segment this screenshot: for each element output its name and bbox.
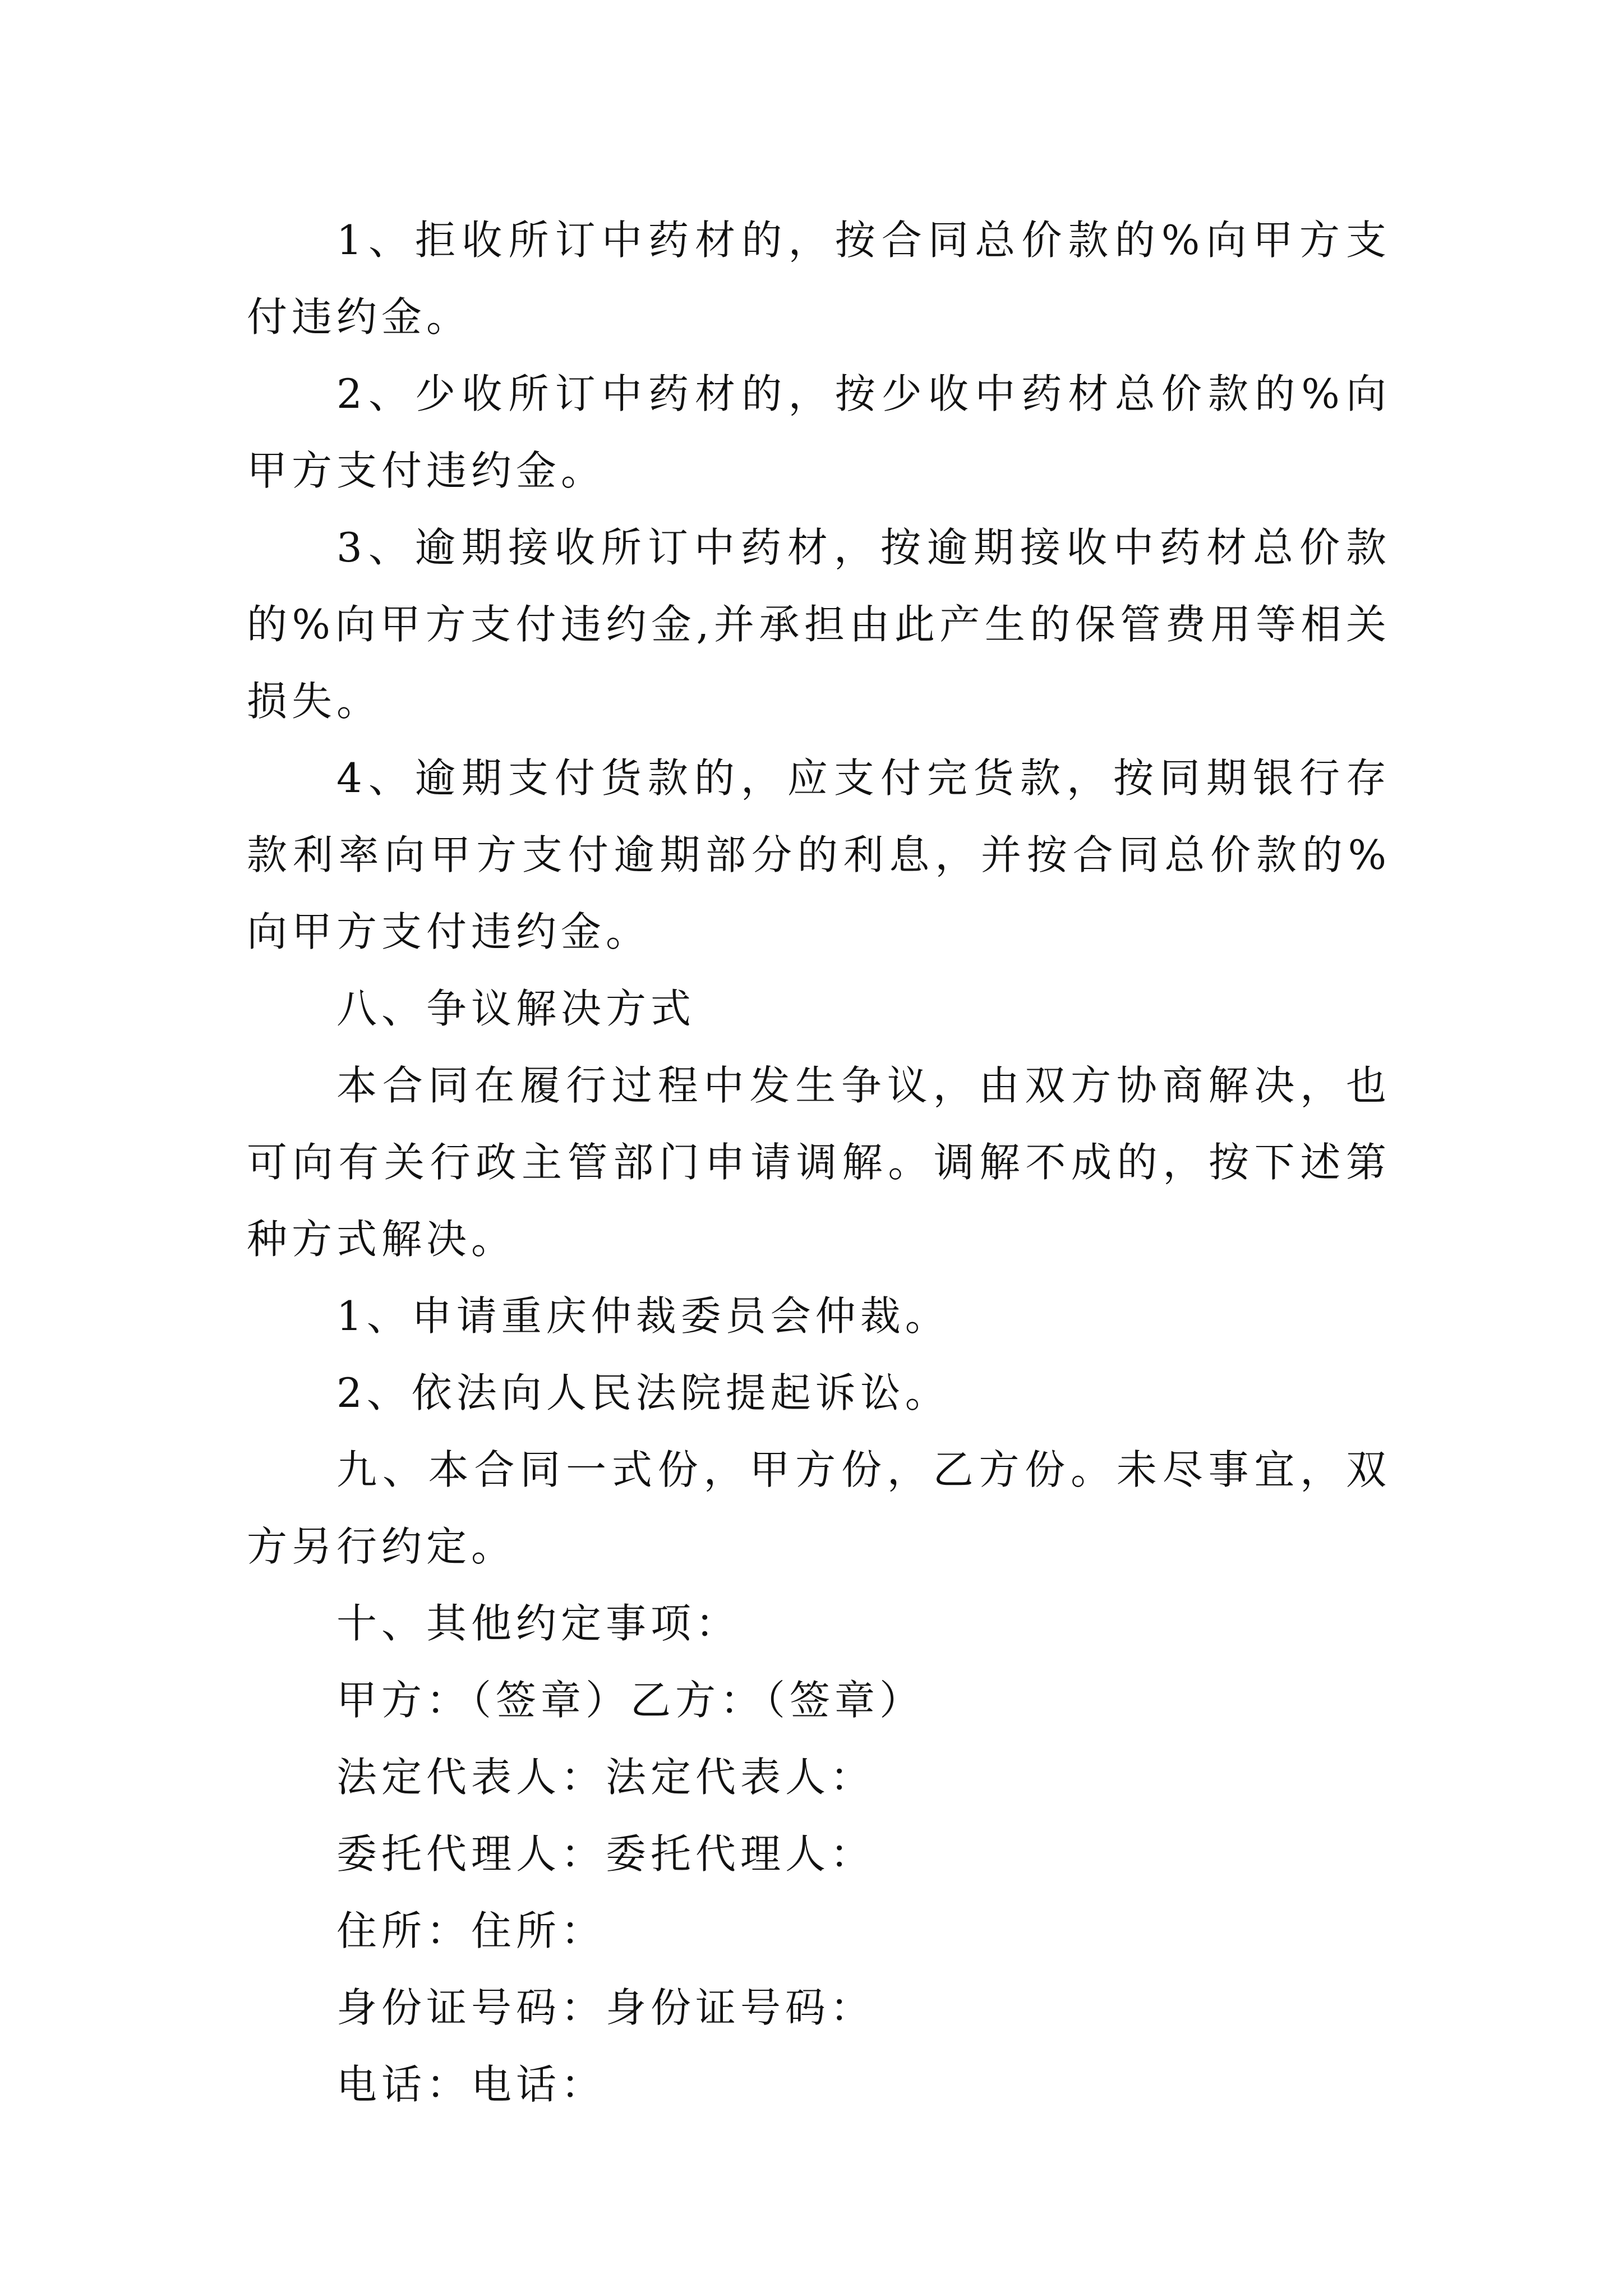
clause-penalty-late-receipt: 3、逾期接收所订中药材，按逾期接收中药材总价款的%向甲方支付违约金,并承担由此产生的保管费用等相关损失。 (247, 524, 1391, 725)
clause-arbitration: 1、申请重庆仲裁委员会仲裁。 (336, 1292, 950, 1340)
clause-penalty-refusal: 1、拒收所订中药材的，按合同总价款的%向甲方支付违约金。 (247, 217, 1391, 341)
signature-legal-representative: 法定代表人：法定代表人： (336, 1754, 875, 1801)
clause-penalty-late-payment: 4、逾期支付货款的，应支付完货款，按同期银行存款利率向甲方支付逾期部分的利息，并按合同总价款的%向甲方支付违约金。 (247, 754, 1391, 955)
signature-id-number: 身份证号码：身份证号码： (336, 1984, 875, 2031)
clause-dispute-resolution: 本合同在履行过程中发生争议，由双方协商解决，也可向有关行政主管部门申请调解。调解不成的，按下述第种方式解决。 (247, 1062, 1391, 1263)
signature-phone: 电话：电话： (336, 2061, 606, 2108)
document-body (247, 202, 1391, 2123)
section-heading-dispute-resolution: 八、争议解决方式 (336, 985, 696, 1032)
signature-parties: 甲方：（签章）乙方：（签章） (336, 1677, 925, 1724)
signature-address: 住所：住所： (336, 1907, 606, 1954)
signature-authorized-agent: 委托代理人：委托代理人： (336, 1830, 875, 1878)
section-heading-other-matters: 十、其他约定事项： (336, 1600, 741, 1647)
clause-litigation: 2、依法向人民法院提起诉讼。 (336, 1369, 950, 1416)
clause-copies: 九、本合同一式份，甲方份，乙方份。未尽事宜，双方另行约定。 (247, 1446, 1391, 1570)
clause-penalty-short-receipt: 2、少收所订中药材的，按少收中药材总价款的%向甲方支付违约金。 (247, 370, 1391, 494)
